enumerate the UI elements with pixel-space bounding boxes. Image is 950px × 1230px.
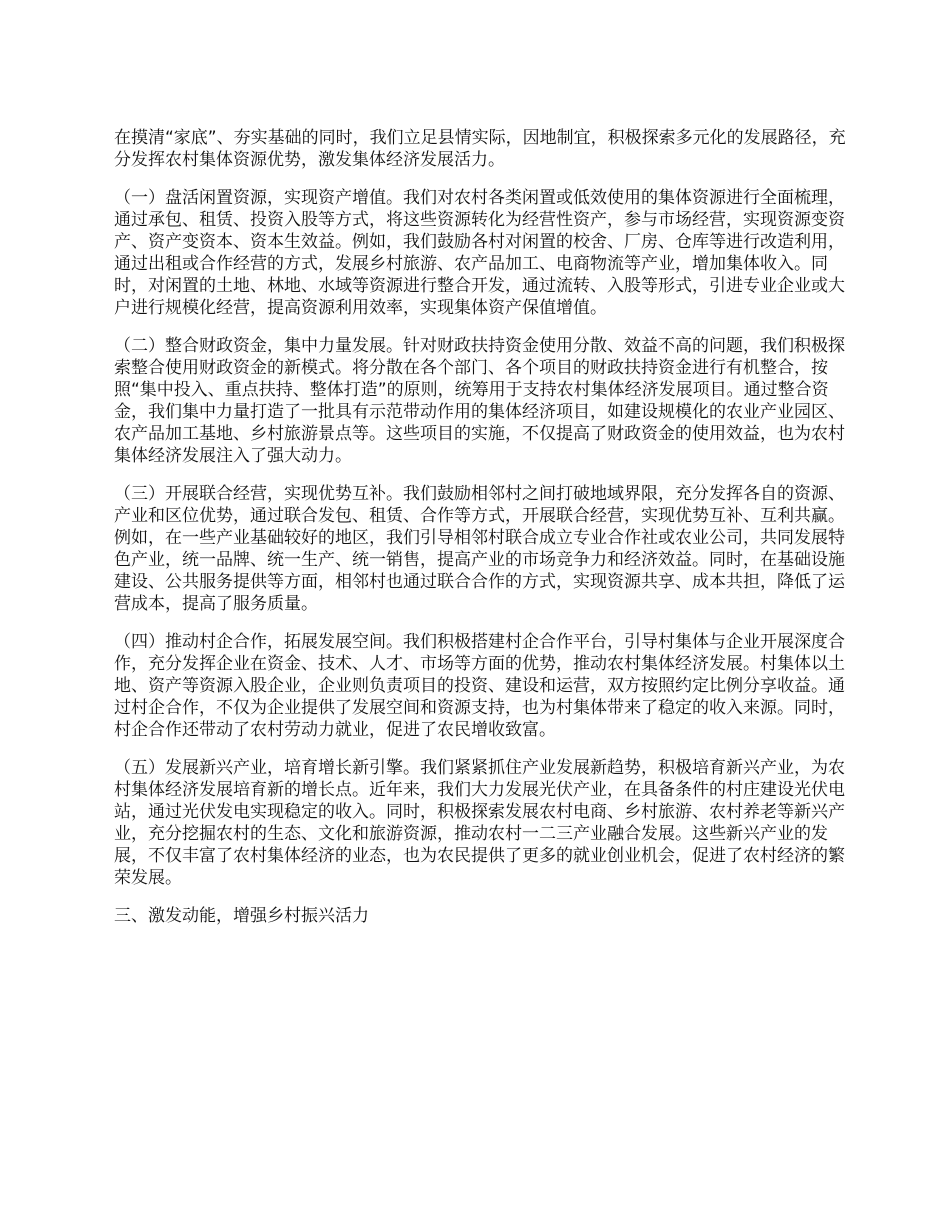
paragraph-joint-operation: （三）开展联合经营，实现优势互补。我们鼓励相邻村之间打破地域界限，充分发挥各自的资源、产业和区位优势，通过联合发包、租赁、合作等方式，开展联合经营，实现优势互补、互利共赢。例如，在一些产业基础较好的地区，我们引导相邻村联合成立专业合作社或农业公司，共同发展特色产业，统一品牌、统一生产、统一销售，提高产业的市场竞争力和经济效益。同时，在基础设施建设、公共服务提供等方面，相邻村也通过联合合作的方式，实现资源共享、成本共担，降低了运营成本，提高了服务质量。	[114, 484, 845, 614]
paragraph-fiscal-funds: （二）整合财政资金，集中力量发展。针对财政扶持资金使用分散、效益不高的问题，我们积极探索整合使用财政资金的新模式。将分散在各个部门、各个项目的财政扶持资金进行有机整合，按照“集中投入、重点扶持、整体打造”的原则，统筹用于支持农村集体经济发展项目。通过整合资金，我们集中力量打造了一批具有示范带动作用的集体经济项目，如建设规模化的农业产业园区、农产品加工基地、乡村旅游景点等。这些项目的实施，不仅提高了财政资金的使用效益，也为农村集体经济发展注入了强大动力。	[114, 336, 845, 466]
paragraph-idle-resources: （一）盘活闲置资源，实现资产增值。我们对农村各类闲置或低效使用的集体资源进行全面梳理，通过承包、租赁、投资入股等方式，将这些资源转化为经营性资产，参与市场经营，实现资源变资产、资产变资本、资本生效益。例如，我们鼓励各村对闲置的校舍、厂房、仓库等进行改造利用，通过出租或合作经营的方式，发展乡村旅游、农产品加工、电商物流等产业，增加集体收入。同时，对闲置的土地、林地、水域等资源进行整合开发，通过流转、入股等形式，引进专业企业或大户进行规模化经营，提高资源利用效率，实现集体资产保值增值。	[114, 188, 845, 318]
paragraph-village-enterprise: （四）推动村企合作，拓展发展空间。我们积极搭建村企合作平台，引导村集体与企业开展深度合作，充分发挥企业在资金、技术、人才、市场等方面的优势，推动农村集体经济发展。村集体以土地、资产等资源入股企业，企业则负责项目的投资、建设和运营，双方按照约定比例分享收益。通过村企合作，不仅为企业提供了发展空间和资源支持，也为村集体带来了稳定的收入来源。同时，村企合作还带动了农村劳动力就业，促进了农民增收致富。	[114, 632, 845, 740]
section-heading: 三、激发动能，增强乡村振兴活力	[114, 906, 369, 926]
intro-paragraph: 在摸清“家底”、夯实基础的同时，我们立足县情实际，因地制宜，积极探索多元化的发展路径，充分发挥农村集体资源优势，激发集体经济发展活力。	[114, 128, 846, 170]
paragraph-emerging-industries: （五）发展新兴产业，培育增长新引擎。我们紧紧抓住产业发展新趋势，积极培育新兴产业，为农村集体经济发展培育新的增长点。近年来，我们大力发展光伏产业，在具备条件的村庄建设光伏电站，通过光伏发电实现稳定的收入。同时，积极探索发展农村电商、乡村旅游、农村养老等新兴产业，充分挖掘农村的生态、文化和旅游资源，推动农村一二三产业融合发展。这些新兴产业的发展，不仅丰富了农村集体经济的业态，也为农民提供了更多的就业创业机会，促进了农村经济的繁荣发展。	[114, 758, 845, 888]
document-page	[114, 127, 854, 927]
